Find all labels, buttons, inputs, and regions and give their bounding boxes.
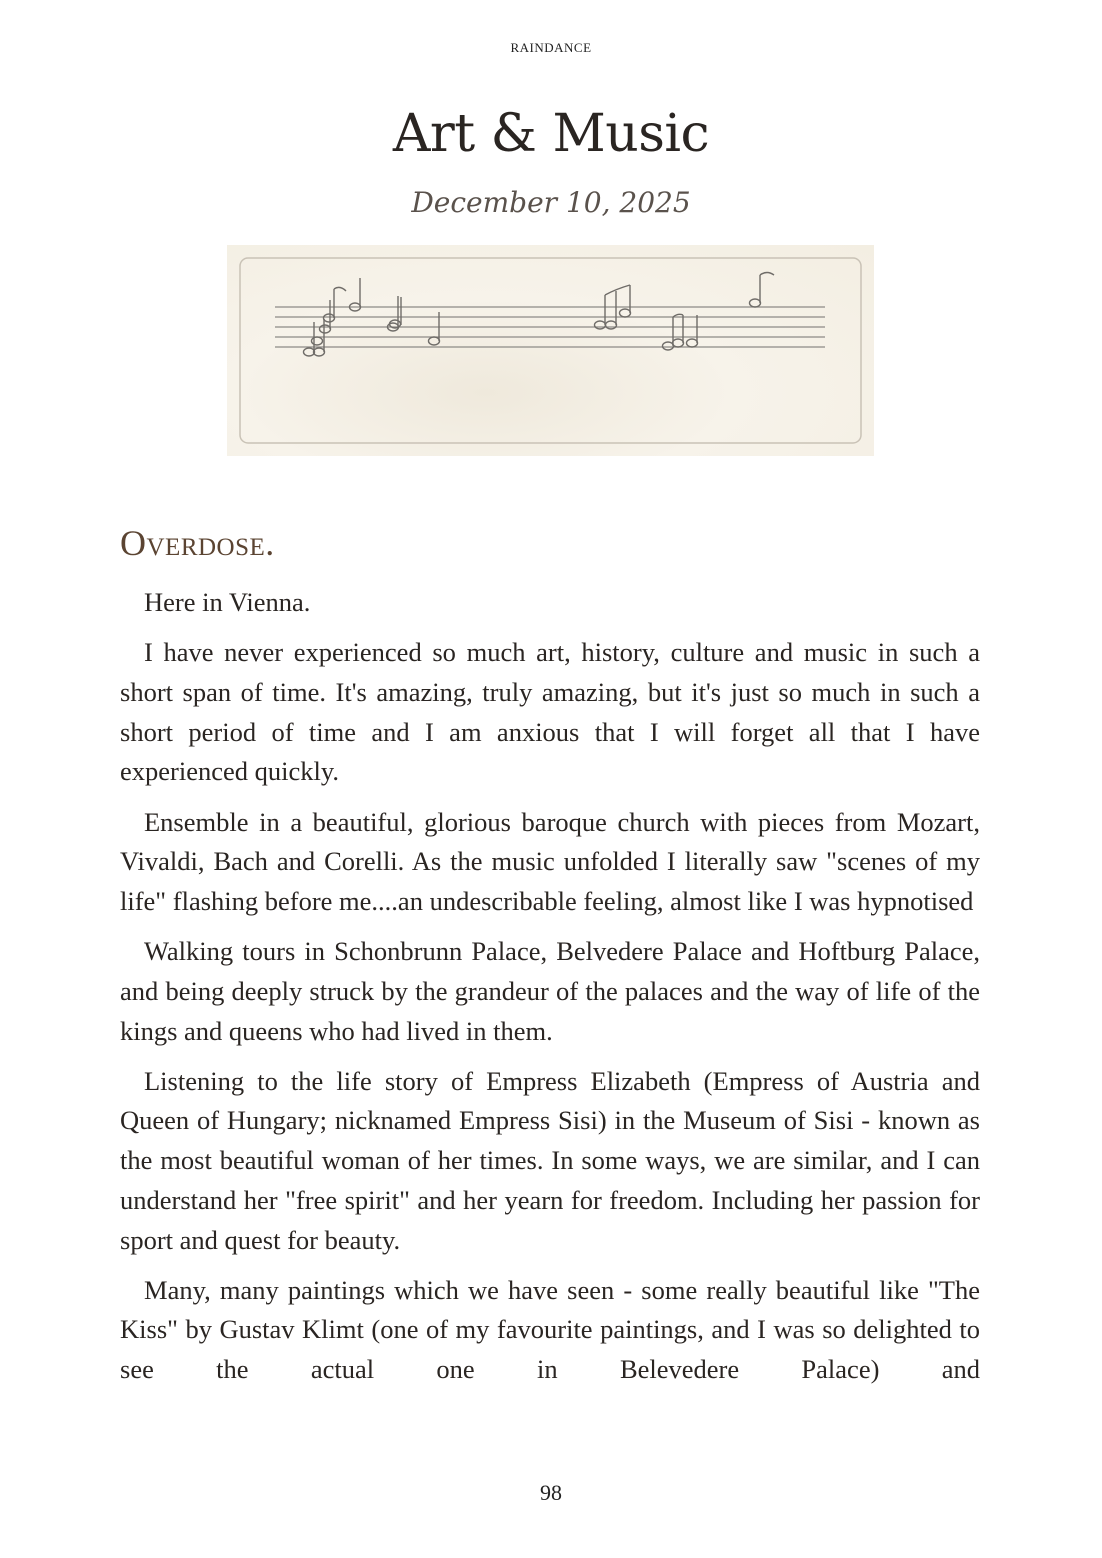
chapter-title: Art & Music xyxy=(392,104,710,164)
paragraph: Walking tours in Schonbrunn Palace, Belvedere Palace and Hoftburg Palace, and being deeply struck by the grandeur of the palaces and the way of life of the kings and queens who had lived in them. xyxy=(120,936,980,1046)
running-head: RAINDANCE xyxy=(510,40,592,55)
paragraph: Ensemble in a beautiful, glorious baroque church with pieces from Mozart, Vivaldi, Bach and Corelli. As the music unfolded I literally saw "scenes of my life" flashing before me....an undescribable feeling, almost like I was hypnotised xyxy=(120,806,980,916)
music-staff-illustration xyxy=(227,245,874,456)
paragraph: I have never experienced so much art, history, culture and music in such a short span of time. It's amazing, truly amazing, but it's just so much in such a short period of time and I am anxious that I will forget all that I have experienced quickly. xyxy=(120,637,980,787)
paragraph: Many, many paintings which we have seen - some really beautiful like "The Kiss" by Gustav Klimt (one of my favourite paintings, and I was so delighted to see the actual one in Belevedere Palace) and xyxy=(120,1274,980,1385)
page-number: 98 xyxy=(540,1480,562,1505)
section-heading: Overdose. xyxy=(120,523,275,563)
paragraph: Here in Vienna. xyxy=(144,587,311,617)
body-text xyxy=(120,583,980,1400)
paragraph: Listening to the life story of Empress Elizabeth (Empress of Austria and Queen of Hungary; nicknamed Empress Sisi) in the Museum of Sisi - known as the most beautiful woman of her times. In some ways, we are similar, and I can understand her "free spirit" and her yearn for freedom. Including her passion for sport and quest for beauty. xyxy=(120,1065,980,1255)
music-staff-icon xyxy=(227,245,874,456)
chapter-date: December 10, 2025 xyxy=(411,186,691,219)
